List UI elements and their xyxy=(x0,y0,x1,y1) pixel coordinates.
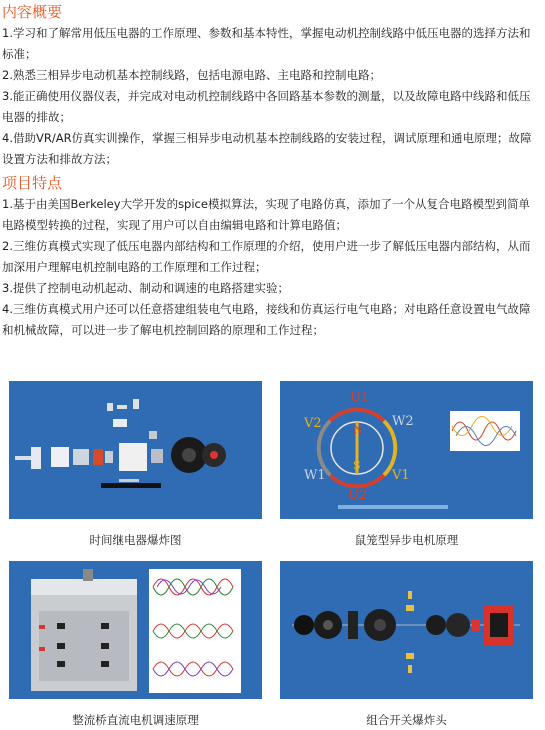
feature-item-3: 3.提供了控制电动机起动、制动和调速的电路搭建实验； xyxy=(2,281,289,295)
label-n: N xyxy=(353,423,363,436)
caption-induction-motor: 鼠笼型异步电机原理 xyxy=(354,533,459,547)
label-w1: W1 xyxy=(304,468,326,483)
caption-time-relay: 时间继电器爆炸图 xyxy=(89,533,182,547)
label-v1: V1 xyxy=(392,468,410,483)
figure-time-relay-image xyxy=(9,381,262,519)
label-w2: W2 xyxy=(392,414,414,429)
overview-item-3: 3.能正确使用仪器仪表，并完成对电动机控制线路中各回路基本参数的测量，以及故障电路中线路和低压电器的排故； xyxy=(2,89,531,124)
figure-induction-motor-image xyxy=(280,381,533,519)
caption-rectifier-bridge: 整流桥直流电机调速原理 xyxy=(72,713,199,727)
overview-item-2: 2.熟悉三相异步电动机基本控制线路，包括电源电路、主电路和控制电路； xyxy=(2,68,381,82)
overview-item-4: 4.借助VR/AR仿真实训操作，掌握三相异步电动机基本控制线路的安装过程，调试原理和通电原理；故障设置方法和排故方法； xyxy=(2,131,532,166)
section-title-overview: 内容概要 xyxy=(2,3,63,21)
label-s: S xyxy=(353,459,361,472)
feature-item-1: 1.基于由美国Berkeley大学开发的spice模拟算法，实现了电路仿真，添加了一个从复合电路模型到简单电路模型转换的过程，实现了用户可以自由编辑电路和计算电路值； xyxy=(2,197,530,232)
overview-item-1: 1.学习和了解常用低压电器的工作原理、参数和基本特性，掌握电动机控制线路中低压电器的选择方法和标准； xyxy=(2,26,531,61)
overview-list xyxy=(2,23,540,170)
label-u2: U2 xyxy=(348,488,368,503)
label-v2: V2 xyxy=(304,416,322,431)
feature-item-2: 2.三维仿真模式实现了低压电器内部结构和工作原理的介绍，使用户进一步了解低压电器内部结构，从而加深用户理解电机控制电路的工作原理和工作过程； xyxy=(2,239,531,274)
feature-item-4: 4.三维仿真模式用户还可以任意搭建组装电气电路，接线和仿真运行电气电路；对电路任意设置电气故障和机械故障，可以进一步了解电机控制回路的原理和工作过程； xyxy=(2,302,531,337)
features-list xyxy=(2,194,540,341)
figure-combination-switch-image xyxy=(280,561,533,699)
caption-combination-switch: 组合开关爆炸头 xyxy=(366,713,447,727)
figure-rectifier-bridge-image xyxy=(9,561,262,699)
label-u1: U1 xyxy=(350,390,370,405)
section-title-features: 项目特点 xyxy=(2,174,63,192)
